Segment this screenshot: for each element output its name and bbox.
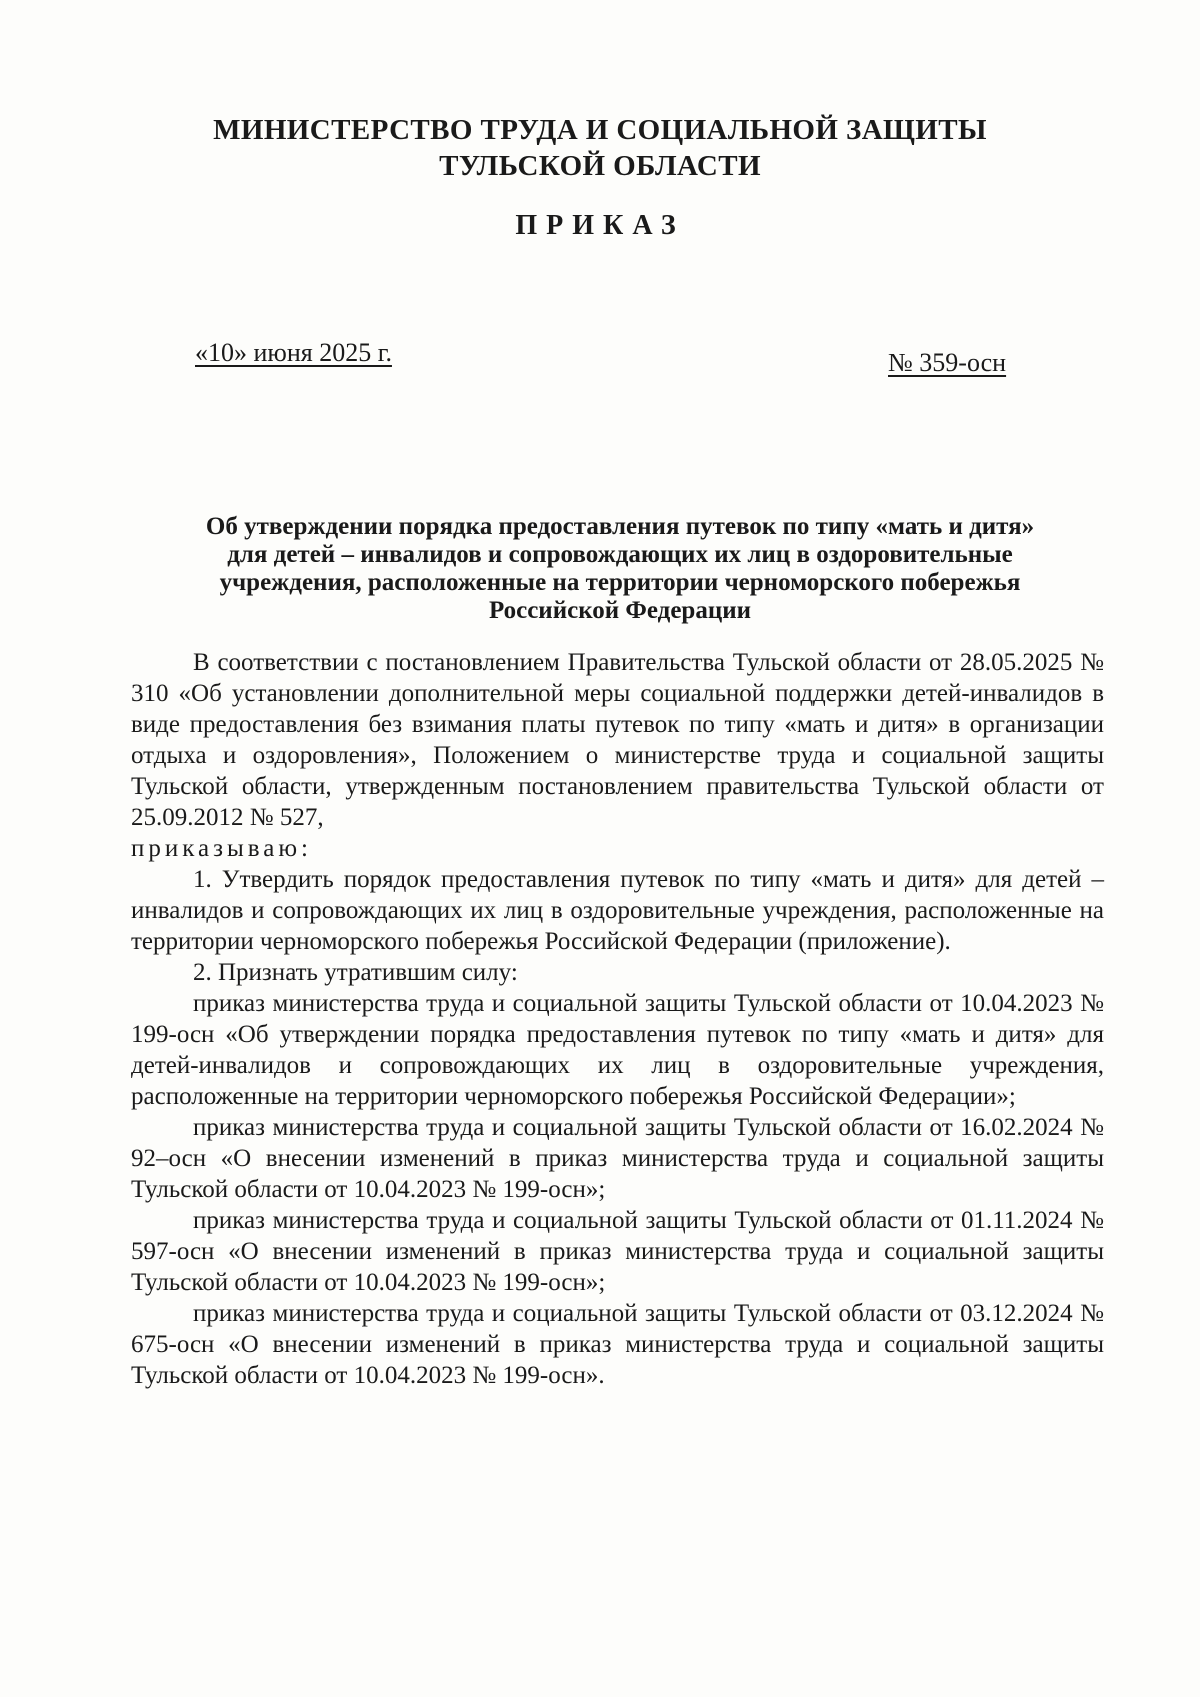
subject-line-1: Об утверждении порядка предоставления путевок по типу «мать и дитя» (205, 513, 1035, 540)
ministry-line-2: ТУЛЬСКОЙ ОБЛАСТИ (439, 150, 761, 182)
repeal-1-paragraph: приказ министерства труда и социальной защиты Тульской области от 10.04.2023 № 199-осн «Об утверждении порядка предоставления путевок по типу «мать и дитя» для детей-инвалидов и сопровождающих их лиц в оздоровительные учреждения, расположенные на территории черноморского побережья Российской Федерации»; (131, 990, 1104, 1110)
repeal-2-paragraph: приказ министерства труда и социальной защиты Тульской области от 16.02.2024 № 92–осн «О внесении изменений в приказ министерства труда и социальной защиты Тульской области от 10.04.2023 № 199-осн»; (131, 1114, 1104, 1203)
order-number: № 359-осн (888, 348, 1007, 377)
repeal-4-paragraph: приказ министерства труда и социальной защиты Тульской области от 03.12.2024 № 675-осн «О внесении изменений в приказ министерства труда и социальной защиты Тульской области от 10.04.2023 № 199-осн». (131, 1300, 1104, 1389)
item-2-paragraph: 2. Признать утратившим силу: (193, 959, 518, 986)
order-subject (140, 513, 1100, 625)
ministry-line-1: МИНИСТЕРСТВО ТРУДА И СОЦИАЛЬНОЙ ЗАЩИТЫ (213, 114, 987, 146)
preamble-paragraph (131, 647, 1104, 833)
order-body (131, 647, 1104, 1391)
subject-line-4: Российской Федерации (488, 597, 752, 624)
subject-line-3: учреждения, расположенные на территории черноморского побережья (219, 569, 1021, 596)
order-verb: приказываю: (131, 835, 312, 862)
order-title: ПРИКАЗ (515, 210, 685, 241)
subject-line-2: для детей – инвалидов и сопровождающих их лиц в оздоровительные (227, 541, 1013, 568)
ministry-header (0, 112, 1200, 184)
order-date: «10» июня 2025 г. (195, 338, 392, 367)
repeal-3-paragraph: приказ министерства труда и социальной защиты Тульской области от 01.11.2024 № 597-осн «О внесении изменений в приказ министерства труда и социальной защиты Тульской области от 10.04.2023 № 199-осн»; (131, 1207, 1104, 1296)
preamble-text: В соответствии с постановлением Правительства Тульской области от 28.05.2025 № 310 «Об установлении дополнительной меры социальной поддержки детей-инвалидов в виде предоставления без взимания платы путевок по типу «мать и дитя» в организации отдыха и оздоровления», Положением о министерстве труда и социальной защиты Тульской области, утвержденным постановлением правительства Тульской области от 25.09.2012 № 527, (131, 649, 1104, 831)
item-1-paragraph: 1. Утвердить порядок предоставления путевок по типу «мать и дитя» для детей – инвалидов и сопровождающих их лиц в оздоровительные учреждения, расположенные на территории черноморского побережья Российской Федерации (приложение). (131, 866, 1104, 955)
